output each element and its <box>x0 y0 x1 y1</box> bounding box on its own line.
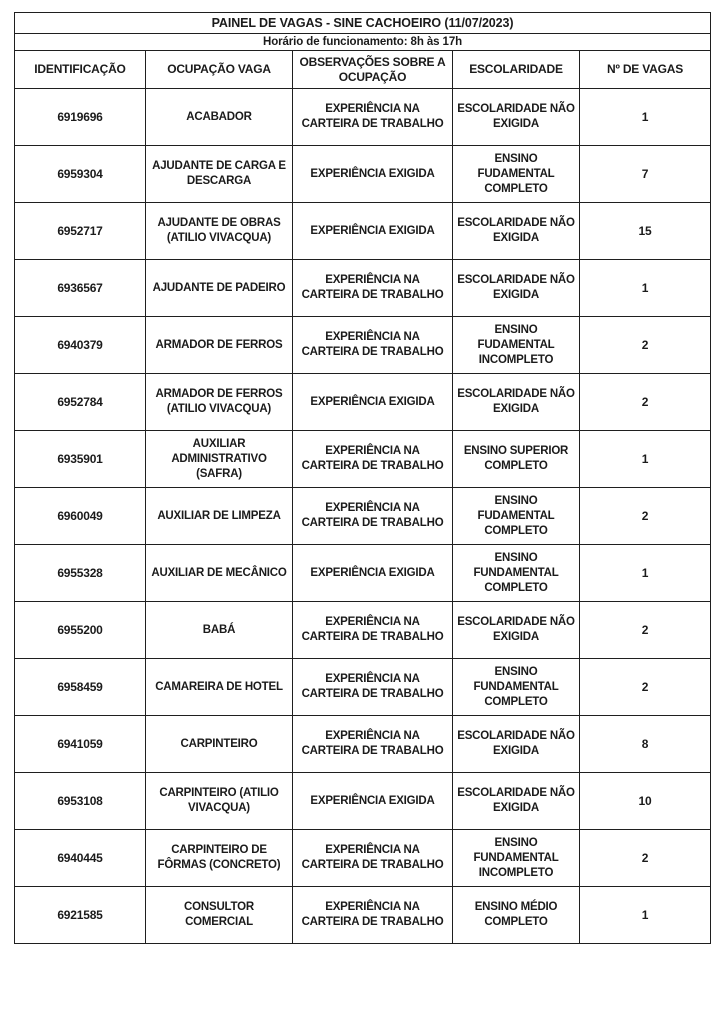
table-row <box>15 488 711 545</box>
table-row <box>15 887 711 944</box>
cell-num-vagas: 2 <box>580 317 711 374</box>
cell-num-vagas: 10 <box>580 773 711 830</box>
cell-escolaridade: ENSINO FUNDAMENTAL COMPLETO <box>453 659 580 716</box>
panel-title: PAINEL DE VAGAS - SINE CACHOEIRO (11/07/2023) <box>15 13 711 34</box>
cell-num-vagas: 7 <box>580 146 711 203</box>
cell-identificacao: 6960049 <box>15 488 146 545</box>
cell-ocupacao: CONSULTOR COMERCIAL <box>146 887 293 944</box>
cell-observacoes: EXPERIÊNCIA EXIGIDA <box>293 374 453 431</box>
cell-observacoes: EXPERIÊNCIA NA CARTEIRA DE TRABALHO <box>293 716 453 773</box>
cell-num-vagas: 2 <box>580 659 711 716</box>
cell-num-vagas: 2 <box>580 830 711 887</box>
vacancies-table <box>14 12 711 944</box>
table-row <box>15 545 711 602</box>
cell-escolaridade: ENSINO FUDAMENTAL INCOMPLETO <box>453 317 580 374</box>
cell-num-vagas: 2 <box>580 602 711 659</box>
cell-ocupacao: AUXILIAR DE MECÂNICO <box>146 545 293 602</box>
table-row <box>15 830 711 887</box>
cell-observacoes: EXPERIÊNCIA NA CARTEIRA DE TRABALHO <box>293 317 453 374</box>
cell-ocupacao: AUXILIAR DE LIMPEZA <box>146 488 293 545</box>
cell-observacoes: EXPERIÊNCIA NA CARTEIRA DE TRABALHO <box>293 830 453 887</box>
cell-identificacao: 6921585 <box>15 887 146 944</box>
table-row <box>15 260 711 317</box>
subtitle-row <box>15 34 711 51</box>
table-row <box>15 659 711 716</box>
cell-ocupacao: CAMAREIRA DE HOTEL <box>146 659 293 716</box>
cell-num-vagas: 8 <box>580 716 711 773</box>
cell-observacoes: EXPERIÊNCIA NA CARTEIRA DE TRABALHO <box>293 887 453 944</box>
cell-observacoes: EXPERIÊNCIA EXIGIDA <box>293 773 453 830</box>
cell-identificacao: 6941059 <box>15 716 146 773</box>
cell-escolaridade: ESCOLARIDADE NÃO EXIGIDA <box>453 716 580 773</box>
cell-identificacao: 6940445 <box>15 830 146 887</box>
table-row <box>15 431 711 488</box>
cell-identificacao: 6940379 <box>15 317 146 374</box>
cell-identificacao: 6952717 <box>15 203 146 260</box>
table-row <box>15 602 711 659</box>
cell-identificacao: 6952784 <box>15 374 146 431</box>
table-row <box>15 146 711 203</box>
column-header-num-vagas: Nº DE VAGAS <box>580 51 711 89</box>
cell-escolaridade: ESCOLARIDADE NÃO EXIGIDA <box>453 203 580 260</box>
cell-observacoes: EXPERIÊNCIA NA CARTEIRA DE TRABALHO <box>293 602 453 659</box>
cell-identificacao: 6959304 <box>15 146 146 203</box>
cell-num-vagas: 2 <box>580 374 711 431</box>
cell-observacoes: EXPERIÊNCIA NA CARTEIRA DE TRABALHO <box>293 488 453 545</box>
cell-num-vagas: 1 <box>580 260 711 317</box>
cell-identificacao: 6955200 <box>15 602 146 659</box>
cell-observacoes: EXPERIÊNCIA EXIGIDA <box>293 545 453 602</box>
cell-escolaridade: ENSINO FUDAMENTAL COMPLETO <box>453 146 580 203</box>
column-header-row <box>15 51 711 89</box>
cell-num-vagas: 2 <box>580 488 711 545</box>
cell-ocupacao: ACABADOR <box>146 89 293 146</box>
cell-escolaridade: ENSINO SUPERIOR COMPLETO <box>453 431 580 488</box>
cell-escolaridade: ESCOLARIDADE NÃO EXIGIDA <box>453 773 580 830</box>
table-row <box>15 203 711 260</box>
cell-ocupacao: AUXILIAR ADMINISTRATIVO (SAFRA) <box>146 431 293 488</box>
table-row <box>15 89 711 146</box>
cell-escolaridade: ESCOLARIDADE NÃO EXIGIDA <box>453 89 580 146</box>
cell-identificacao: 6935901 <box>15 431 146 488</box>
cell-ocupacao: CARPINTEIRO <box>146 716 293 773</box>
cell-observacoes: EXPERIÊNCIA EXIGIDA <box>293 146 453 203</box>
cell-escolaridade: ENSINO FUNDAMENTAL COMPLETO <box>453 545 580 602</box>
table-row <box>15 773 711 830</box>
cell-ocupacao: ARMADOR DE FERROS (ATILIO VIVACQUA) <box>146 374 293 431</box>
cell-identificacao: 6919696 <box>15 89 146 146</box>
cell-escolaridade: ENSINO FUDAMENTAL COMPLETO <box>453 488 580 545</box>
cell-num-vagas: 1 <box>580 887 711 944</box>
cell-escolaridade: ESCOLARIDADE NÃO EXIGIDA <box>453 260 580 317</box>
cell-identificacao: 6958459 <box>15 659 146 716</box>
table-row <box>15 374 711 431</box>
table-row <box>15 716 711 773</box>
cell-observacoes: EXPERIÊNCIA NA CARTEIRA DE TRABALHO <box>293 431 453 488</box>
column-header-escolaridade: ESCOLARIDADE <box>453 51 580 89</box>
cell-observacoes: EXPERIÊNCIA EXIGIDA <box>293 203 453 260</box>
cell-num-vagas: 15 <box>580 203 711 260</box>
cell-ocupacao: ARMADOR DE FERROS <box>146 317 293 374</box>
cell-identificacao: 6955328 <box>15 545 146 602</box>
column-header-ocupacao-vaga: OCUPAÇÃO VAGA <box>146 51 293 89</box>
title-row <box>15 13 711 34</box>
cell-num-vagas: 1 <box>580 545 711 602</box>
cell-escolaridade: ENSINO FUNDAMENTAL INCOMPLETO <box>453 830 580 887</box>
panel-subtitle: Horário de funcionamento: 8h às 17h <box>15 34 711 51</box>
cell-escolaridade: ESCOLARIDADE NÃO EXIGIDA <box>453 374 580 431</box>
cell-escolaridade: ENSINO MÉDIO COMPLETO <box>453 887 580 944</box>
cell-observacoes: EXPERIÊNCIA NA CARTEIRA DE TRABALHO <box>293 659 453 716</box>
cell-observacoes: EXPERIÊNCIA NA CARTEIRA DE TRABALHO <box>293 260 453 317</box>
cell-ocupacao: BABÁ <box>146 602 293 659</box>
cell-identificacao: 6936567 <box>15 260 146 317</box>
cell-escolaridade: ESCOLARIDADE NÃO EXIGIDA <box>453 602 580 659</box>
cell-num-vagas: 1 <box>580 89 711 146</box>
cell-ocupacao: CARPINTEIRO DE FÔRMAS (CONCRETO) <box>146 830 293 887</box>
table-row <box>15 317 711 374</box>
cell-ocupacao: CARPINTEIRO (ATILIO VIVACQUA) <box>146 773 293 830</box>
column-header-identificacao: IDENTIFICAÇÃO <box>15 51 146 89</box>
cell-observacoes: EXPERIÊNCIA NA CARTEIRA DE TRABALHO <box>293 89 453 146</box>
cell-ocupacao: AJUDANTE DE CARGA E DESCARGA <box>146 146 293 203</box>
cell-num-vagas: 1 <box>580 431 711 488</box>
cell-ocupacao: AJUDANTE DE PADEIRO <box>146 260 293 317</box>
cell-identificacao: 6953108 <box>15 773 146 830</box>
column-header-observacoes: OBSERVAÇÕES SOBRE A OCUPAÇÃO <box>293 51 453 89</box>
cell-ocupacao: AJUDANTE DE OBRAS (ATILIO VIVACQUA) <box>146 203 293 260</box>
